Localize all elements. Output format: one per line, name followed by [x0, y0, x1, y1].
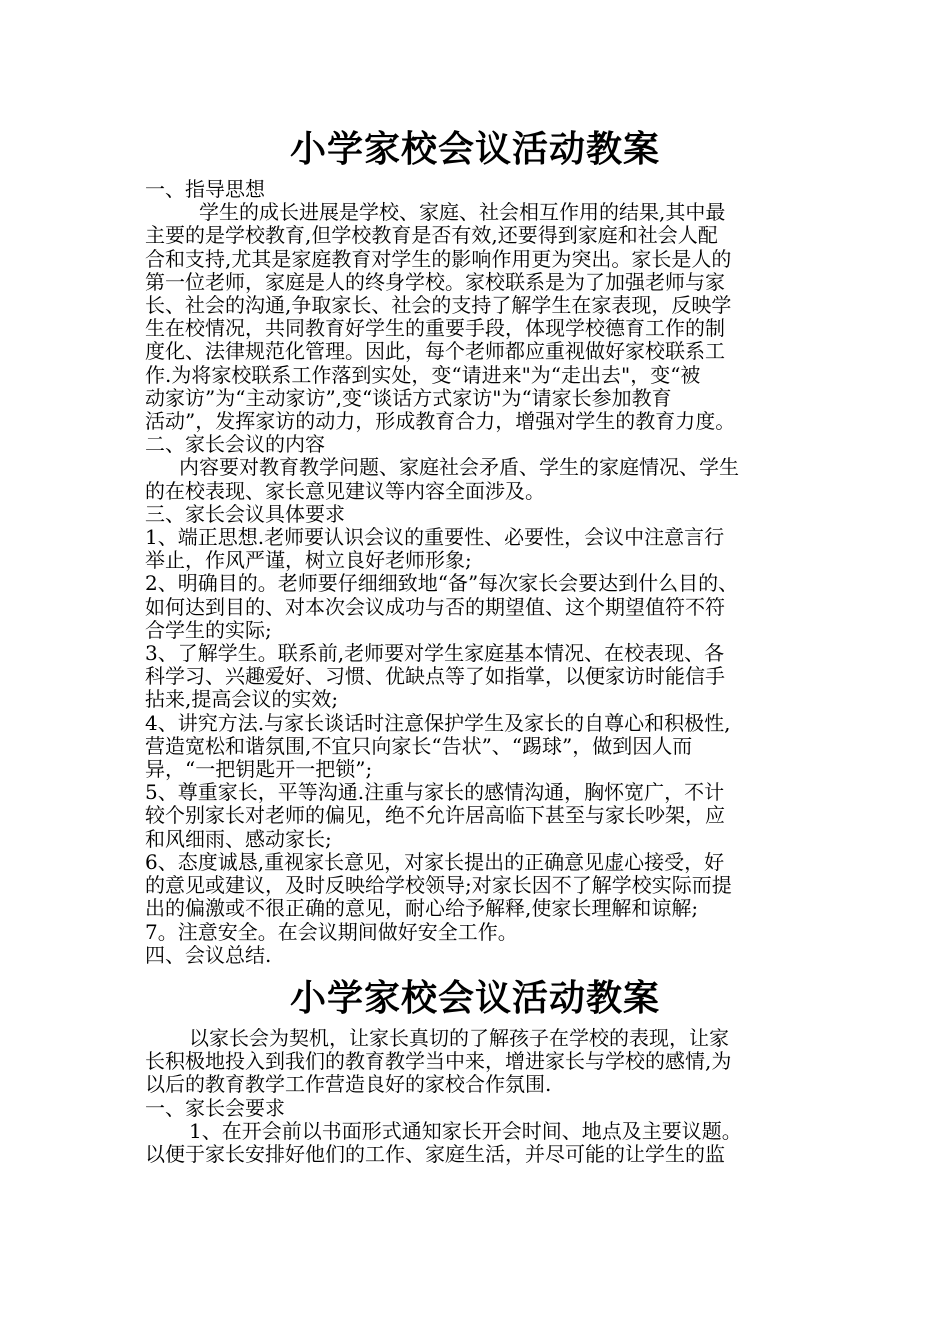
list-item-line: 6、态度诚恳,重视家长意见，对家长提出的正确意见虚心接受，好	[145, 849, 725, 874]
list-item-line: 拈来,提高会议的实效;	[145, 687, 339, 712]
paragraph-line: 内容要对教育教学问题、家庭社会矛盾、学生的家庭情况、学生	[179, 455, 739, 480]
list-item-line: 如何达到目的、对本次会议成功与否的期望值、这个期望值符不符	[145, 594, 725, 619]
list-item-line: 合学生的实际;	[145, 617, 272, 642]
list-item-line: 举止，作风严谨，树立良好老师形象;	[145, 548, 472, 573]
paragraph-line: 学生的成长进展是学校、家庭、社会相互作用的结果,其中最	[199, 200, 726, 225]
list-item-line: 和风细雨、感动家长;	[145, 826, 332, 851]
list-item-line: 2、明确目的。老师要仔细细致地“备”每次家长会要达到什么目的、	[145, 571, 739, 596]
second-document-body	[145, 1027, 815, 1166]
section-heading: 二、家长会议的内容	[145, 432, 325, 457]
list-item-line: 的意见或建议，及时反映给学校领导;对家长因不了解学校实际而提	[145, 873, 732, 898]
paragraph-line: 动家访”为“主动家访”,变“谈话方式家访"为“请家长参加教育	[145, 385, 672, 410]
document-page	[145, 120, 815, 1166]
list-item-line: 7。注意安全。在会议期间做好安全工作。	[145, 919, 518, 944]
list-item-line: 1、端正思想.老师要认识会议的重要性、必要性，会议中注意言行	[145, 525, 725, 550]
paragraph-line: 以家长会为契机，让家长真切的了解孩子在学校的表现，让家	[189, 1025, 729, 1050]
paragraph-line: 长、社会的沟通,争取家长、社会的支持了解学生在家表现，反映学	[145, 293, 732, 318]
list-item-line: 较个别家长对老师的偏见，绝不允许居高临下甚至与家长吵架，应	[145, 803, 725, 828]
section-heading: 一、指导思想	[145, 177, 265, 201]
document-body	[145, 178, 815, 967]
list-item-line: 出的偏激或不很正确的意见，耐心给予解释,使家长理解和谅解;	[145, 896, 699, 921]
paragraph-line: 合和支持,尤其是家庭教育对学生的影响作用更为突出。家长是人的	[145, 246, 732, 271]
paragraph-line: 生在校情况，共同教育好学生的重要手段，体现学校德育工作的制	[145, 316, 725, 341]
list-item-line: 3、了解学生。联系前,老师要对学生家庭基本情况、在校表现、各	[145, 641, 725, 666]
document-title: 小学家校会议活动教案	[289, 128, 660, 170]
list-item-line: 异，“一把钥匙开一把锁”;	[145, 757, 373, 782]
paragraph-line: 第一位老师，家庭是人的终身学校。家校联系是为了加强老师与家	[145, 269, 725, 294]
paragraph-line: 主要的是学校教育,但学校教育是否有效,还要得到家庭和社会人配	[145, 223, 718, 248]
paragraph-line: 长积极地投入到我们的教育教学当中来，增进家长与学校的感情,为	[145, 1049, 732, 1074]
section-heading: 三、家长会议具体要求	[145, 501, 345, 526]
paragraph-line: 的在校表现、家长意见建议等内容全面涉及。	[145, 478, 545, 503]
paragraph-line: 度化、法律规范化管理。因此，每个老师都应重视做好家校联系工	[145, 339, 725, 364]
list-item-line: 营造宽松和谐氛围,不宜只向家长“告状”、“踢球”，做到因人而	[145, 733, 693, 758]
list-item-line: 科学习、兴趣爱好、习惯、优缺点等了如指掌，以便家访时能信手	[145, 664, 725, 689]
paragraph-line: 以便于家长安排好他们的工作、家庭生活，并尽可能的让学生的监	[145, 1141, 725, 1166]
paragraph-line: 活动”，发挥家访的动力，形成教育合力，增强对学生的教育力度。	[145, 409, 736, 434]
list-item-line: 1、在开会前以书面形式通知家长开会时间、地点及主要议题。	[189, 1118, 742, 1143]
paragraph-line: 作.为将家校联系工作落到实处，变“请进来"为“走出去"，变“被	[145, 362, 701, 387]
second-document-title: 小学家校会议活动教案	[289, 976, 660, 1019]
paragraph-line: 以后的教育教学工作营造良好的家校合作氛围.	[145, 1072, 552, 1097]
section-heading: 四、会议总结.	[145, 942, 272, 967]
list-item-line: 4、讲究方法.与家长谈话时注意保护学生及家长的自尊心和积极性,	[145, 710, 731, 735]
list-item-line: 5、尊重家长，平等沟通.注重与家长的感情沟通，胸怀宽广，不计	[145, 780, 725, 805]
section-heading: 一、家长会要求	[145, 1095, 285, 1120]
